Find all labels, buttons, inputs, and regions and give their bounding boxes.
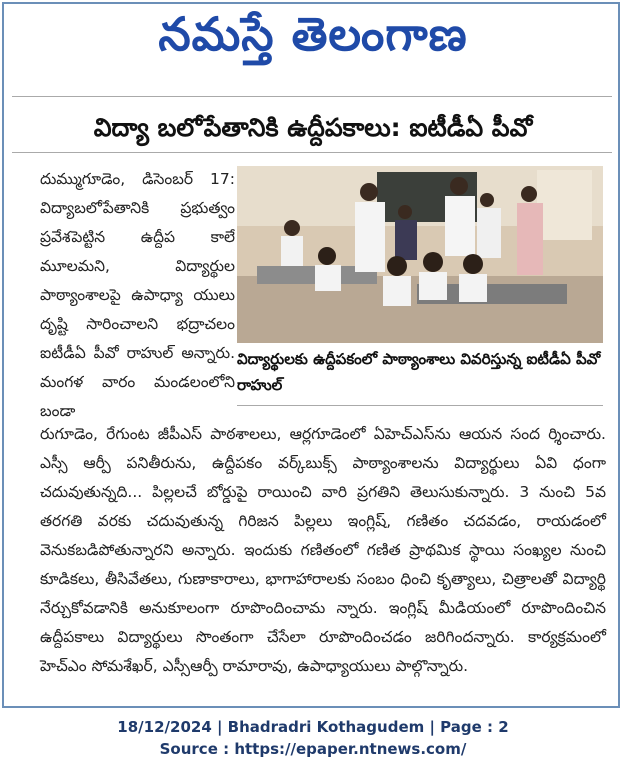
footer-date-line: 18/12/2024 | Bhadradri Kothagudem | Page : 2 [117,718,509,736]
classroom-photo-illustration [237,166,603,343]
article-body [40,420,606,681]
newspaper-masthead: నమస్తే తెలంగాణ [158,7,468,61]
article-photo [237,166,603,343]
body-paragraph: రుగూడెం, రేగుంట జీపీఎస్ పాఠశాలలు, ఆర్లగూడెంలో ఏహెచ్ఎస్‌ను ఆయన సంద ర్శించారు. ఎస్సీ ఆర్పీ పనితీరును, ఉద్దీపకం వర్క్‌బుక్స్ పాఠ్యాంశాలను విద్యార్థులు ఏవి ధంగా చదువుతున్నది... పిల్లలచే బోర్డుపై రాయించి వారి ప్రగతిని తెలుసుకున్నారు. 3 నుంచి 5వ తరగతి వరకు చదువుతున్న గిరిజన పిల్లలు ఇంగ్లిష్, గణితం చదవడం, రాయడంలో వెనుకబడిపోతున్నారని అన్నారు. ఇందుకు గణితంలో గణిత ప్రాథమిక స్థాయి సంఖ్యల నుంచి కూడికలు, తీసివేతలు, గుణాకారాలు, భాగాహారాలకు సంబం ధించి కృత్యాలు, చిత్రాలతో విద్యార్థి నేర్చుకోవడానికి అనుకూలంగా రూపొందించామ న్నారు. ఇంగ్లిష్ మీడియంలో రూపొందించిన ఉద్దీపకాలు విద్యార్థులు సొంతంగా చేసేలా రూపొందించడం జరిగిందన్నారు. కార్యక్రమంలో హెచ్ఎం సోమశేఖర్, ఎస్సీఆర్పీ రామారావు, ఉపాధ్యాయులు పాల్గొన్నారు. [40,425,606,675]
photo-caption: విద్యార్థులకు ఉద్దీపకంలో పాఠ్యాంశాలు వివరిస్తున్న ఐటీడీఏ పీవో రాహుల్ [237,350,601,394]
masthead-divider [12,96,612,97]
article-headline: విద్యా బలోపేతానికి ఉద్దీపకాలు: ఐటీడీఏ పీవో [93,113,533,142]
page-footer [0,716,626,760]
article-lead-column [40,165,235,426]
lead-paragraph: దుమ్ముగూడెం, డిసెంబర్ 17: విద్యాబలోపేతానికి ప్రభుత్వం ప్రవేశపెట్టిన ఉద్దీప కాలే మూలమని, విద్యార్థుల పాఠ్యాంశాలపై ఉపాధ్యా యులు దృష్టి సారించాలని భద్రాచలం ఐటీడీఏ పీవో రాహుల్ అన్నారు. మంగళ వారం మండలంలోని బండా [40,170,235,420]
headline-divider [12,152,612,153]
footer-source-line: Source : https://epaper.ntnews.com/ [159,740,467,758]
caption-divider [237,405,603,406]
